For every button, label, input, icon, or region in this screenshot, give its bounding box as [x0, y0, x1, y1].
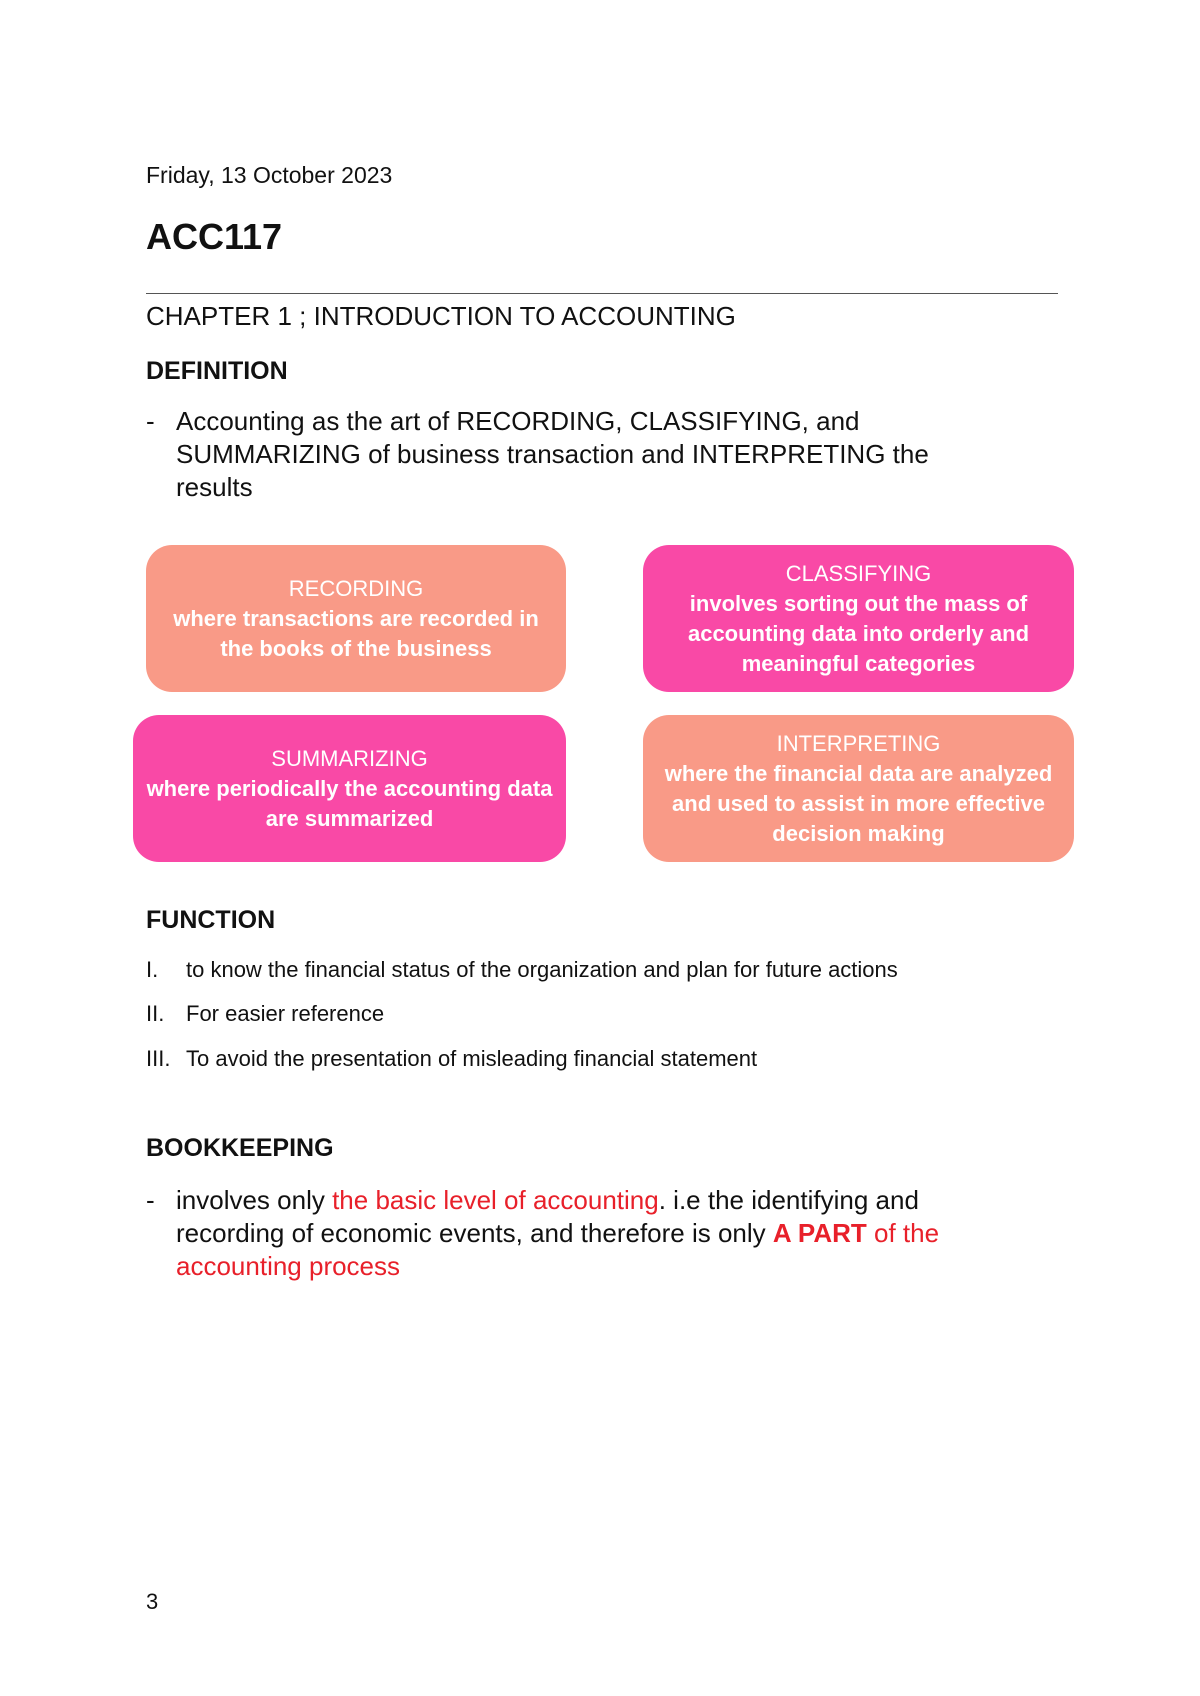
- function-item-text: To avoid the presentation of misleading financial statement: [186, 1046, 758, 1071]
- course-code: ACC117: [146, 216, 283, 257]
- bookkeeping-text-part: involves only: [176, 1185, 333, 1215]
- classifying-title: CLASSIFYING: [785, 560, 932, 586]
- bookkeeping-text-part: . i.e the identifying and recording of economic events, and therefore is only: [176, 1185, 919, 1248]
- classifying-box: [643, 545, 1074, 692]
- recording-title: RECORDING: [288, 575, 424, 601]
- function-item-text: For easier reference: [186, 1001, 385, 1026]
- bookkeeping-heading: BOOKKEEPING: [146, 1134, 334, 1162]
- function-item-text: to know the financial status of the organization and plan for future actions: [186, 957, 898, 982]
- function-heading: FUNCTION: [146, 906, 276, 934]
- summarizing-title: SUMMARIZING: [271, 745, 428, 771]
- bullet-dash: -: [146, 1185, 155, 1215]
- definition-bullet: [146, 405, 1006, 515]
- recording-box: [146, 545, 566, 692]
- function-item: [146, 1001, 1046, 1031]
- definition-text: Accounting as the art of RECORDING, CLASSIFYING, and SUMMARIZING of business transaction and INTERPRETING the results: [176, 406, 929, 502]
- bookkeeping-highlight: of the accounting process: [176, 1218, 940, 1281]
- page-number: 3: [146, 1589, 159, 1614]
- definition-heading: DEFINITION: [146, 357, 288, 385]
- document-date: Friday, 13 October 2023: [146, 162, 393, 188]
- bookkeeping-highlight: the basic level of accounting: [332, 1185, 659, 1215]
- chapter-title: CHAPTER 1 ; INTRODUCTION TO ACCOUNTING: [146, 301, 736, 331]
- recording-description: where transactions are recorded in the books of the business: [173, 605, 539, 661]
- interpreting-description: where the financial data are analyzed and used to assist in more effective decision making: [664, 760, 1053, 846]
- summarizing-box: [133, 715, 566, 862]
- interpreting-title: INTERPRETING: [776, 730, 941, 756]
- classifying-description: involves sorting out the mass of accounting data into orderly and meaningful categories: [687, 590, 1030, 676]
- bookkeeping-bullet: [146, 1184, 1026, 1294]
- interpreting-box: [643, 715, 1074, 862]
- bullet-dash: -: [146, 406, 155, 436]
- bookkeeping-emphasis: A PART: [772, 1218, 867, 1248]
- function-item-number: III.: [146, 1046, 171, 1071]
- summarizing-description: where periodically the accounting data are summarized: [146, 775, 553, 831]
- function-item: [146, 957, 1046, 987]
- function-item: [146, 1046, 1046, 1076]
- function-item-number: I.: [146, 957, 159, 982]
- bookkeeping-text: [176, 1184, 1026, 1283]
- function-item-number: II.: [146, 1001, 165, 1026]
- header-divider: [146, 293, 1058, 294]
